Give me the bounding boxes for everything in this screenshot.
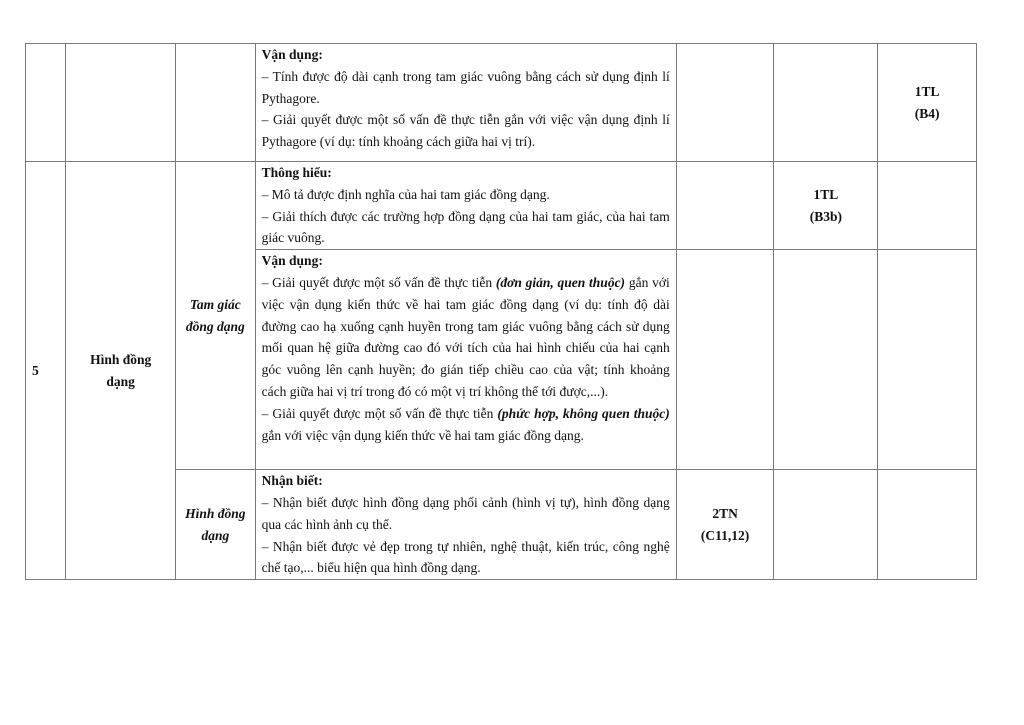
table-row	[26, 44, 977, 162]
question-count: 2TN	[712, 505, 738, 521]
unit-line: đồng dạng	[185, 318, 245, 334]
level-understanding-cell	[774, 250, 878, 470]
requirement-cell	[255, 250, 676, 470]
unit-line: Hình đồng	[185, 505, 246, 521]
table-row	[26, 162, 977, 250]
topic-line: dạng	[106, 373, 135, 389]
unit-cell-empty	[176, 44, 256, 162]
level-application-cell	[878, 250, 977, 470]
level-recognition-cell	[676, 162, 774, 250]
question-ref: (C11,12)	[700, 527, 750, 543]
requirement-item: – Nhận biết được vẻ đẹp trong tự nhiên, nghệ thuật, kiến trúc, công nghệ chế tạo,... biểu hiện qua hình đồng dạng.	[261, 538, 670, 576]
stt-cell-empty	[26, 44, 66, 162]
requirement-heading: Vận dụng:	[261, 47, 323, 62]
requirement-cell	[255, 44, 676, 162]
requirement-item: – Nhận biết được hình đồng dạng phối cảnh (hình vị tự), hình đồng dạng qua các hình ảnh cụ thể.	[261, 494, 670, 532]
level-recognition-cell	[676, 470, 774, 580]
topic-cell-empty	[66, 44, 176, 162]
question-ref: (B3b)	[809, 208, 842, 224]
text-run: gắn với việc vận dụng kiến thức về hai tam giác đồng dạng (ví dụ: tính độ dài đường cao hạ xuống cạnh huyền trong tam giác vuông bằng cách sử dụng mối quan hệ giữa đường cao đó với tích của hai hình chiếu của hai cạnh góc vuông lên cạnh huyền; đo gián tiếp chiều cao của vật; tính khoảng cách giữa hai vị trí trong đó có một vị trí không thể tới được,...).	[261, 274, 670, 399]
requirement-item: – Tính được độ dài cạnh trong tam giác vuông bằng cách sử dụng định lí Pythagore.	[261, 68, 670, 106]
question-ref: (B4)	[914, 105, 940, 121]
requirement-item	[262, 403, 670, 447]
emphasis-text: (đơn giản, quen thuộc)	[495, 274, 626, 290]
requirement-item: – Giải thích được các trường hợp đồng dạng của hai tam giác, của hai tam giác vuông.	[261, 208, 670, 246]
text-run: – Giải quyết được một số vấn đề thực tiễn	[261, 405, 498, 421]
requirement-cell	[255, 162, 676, 250]
emphasis-text: (phức hợp, không quen thuộc)	[497, 405, 670, 421]
level-understanding-cell	[774, 44, 878, 162]
requirement-item: – Giải quyết được một số vấn đề thực tiễn gắn với việc vận dụng định lí Pythagore (ví dụ: tính khoảng cách giữa hai vị trí).	[261, 112, 670, 150]
requirement-cell	[255, 470, 676, 580]
unit-line: dạng	[201, 527, 230, 543]
level-understanding-cell	[774, 470, 878, 580]
requirement-heading: Thông hiểu:	[261, 165, 332, 180]
topic-cell	[66, 162, 176, 580]
text-run: gắn với việc vận dụng kiến thức về hai tam giác đồng dạng.	[261, 427, 584, 443]
level-application-cell	[878, 470, 977, 580]
question-count: 1TL	[914, 83, 940, 99]
requirement-heading: Vận dụng:	[261, 253, 323, 269]
level-application-cell	[878, 162, 977, 250]
topic-line: Hình đồng	[90, 351, 152, 367]
requirement-item: – Mô tả được định nghĩa của hai tam giác đồng dạng.	[261, 186, 550, 202]
level-recognition-cell	[676, 44, 774, 162]
level-application-cell	[878, 44, 977, 162]
unit-cell	[176, 162, 256, 470]
unit-line: Tam giác	[189, 296, 241, 312]
level-recognition-cell	[676, 250, 774, 470]
requirement-heading: Nhận biết:	[261, 473, 323, 489]
level-understanding-cell	[774, 162, 878, 250]
stt-cell: 5	[26, 162, 66, 580]
requirement-item	[262, 272, 670, 403]
unit-cell	[176, 470, 256, 580]
assessment-matrix-table	[25, 43, 977, 580]
text-run: – Giải quyết được một số vấn đề thực tiễn	[261, 274, 496, 290]
question-count: 1TL	[813, 186, 839, 202]
